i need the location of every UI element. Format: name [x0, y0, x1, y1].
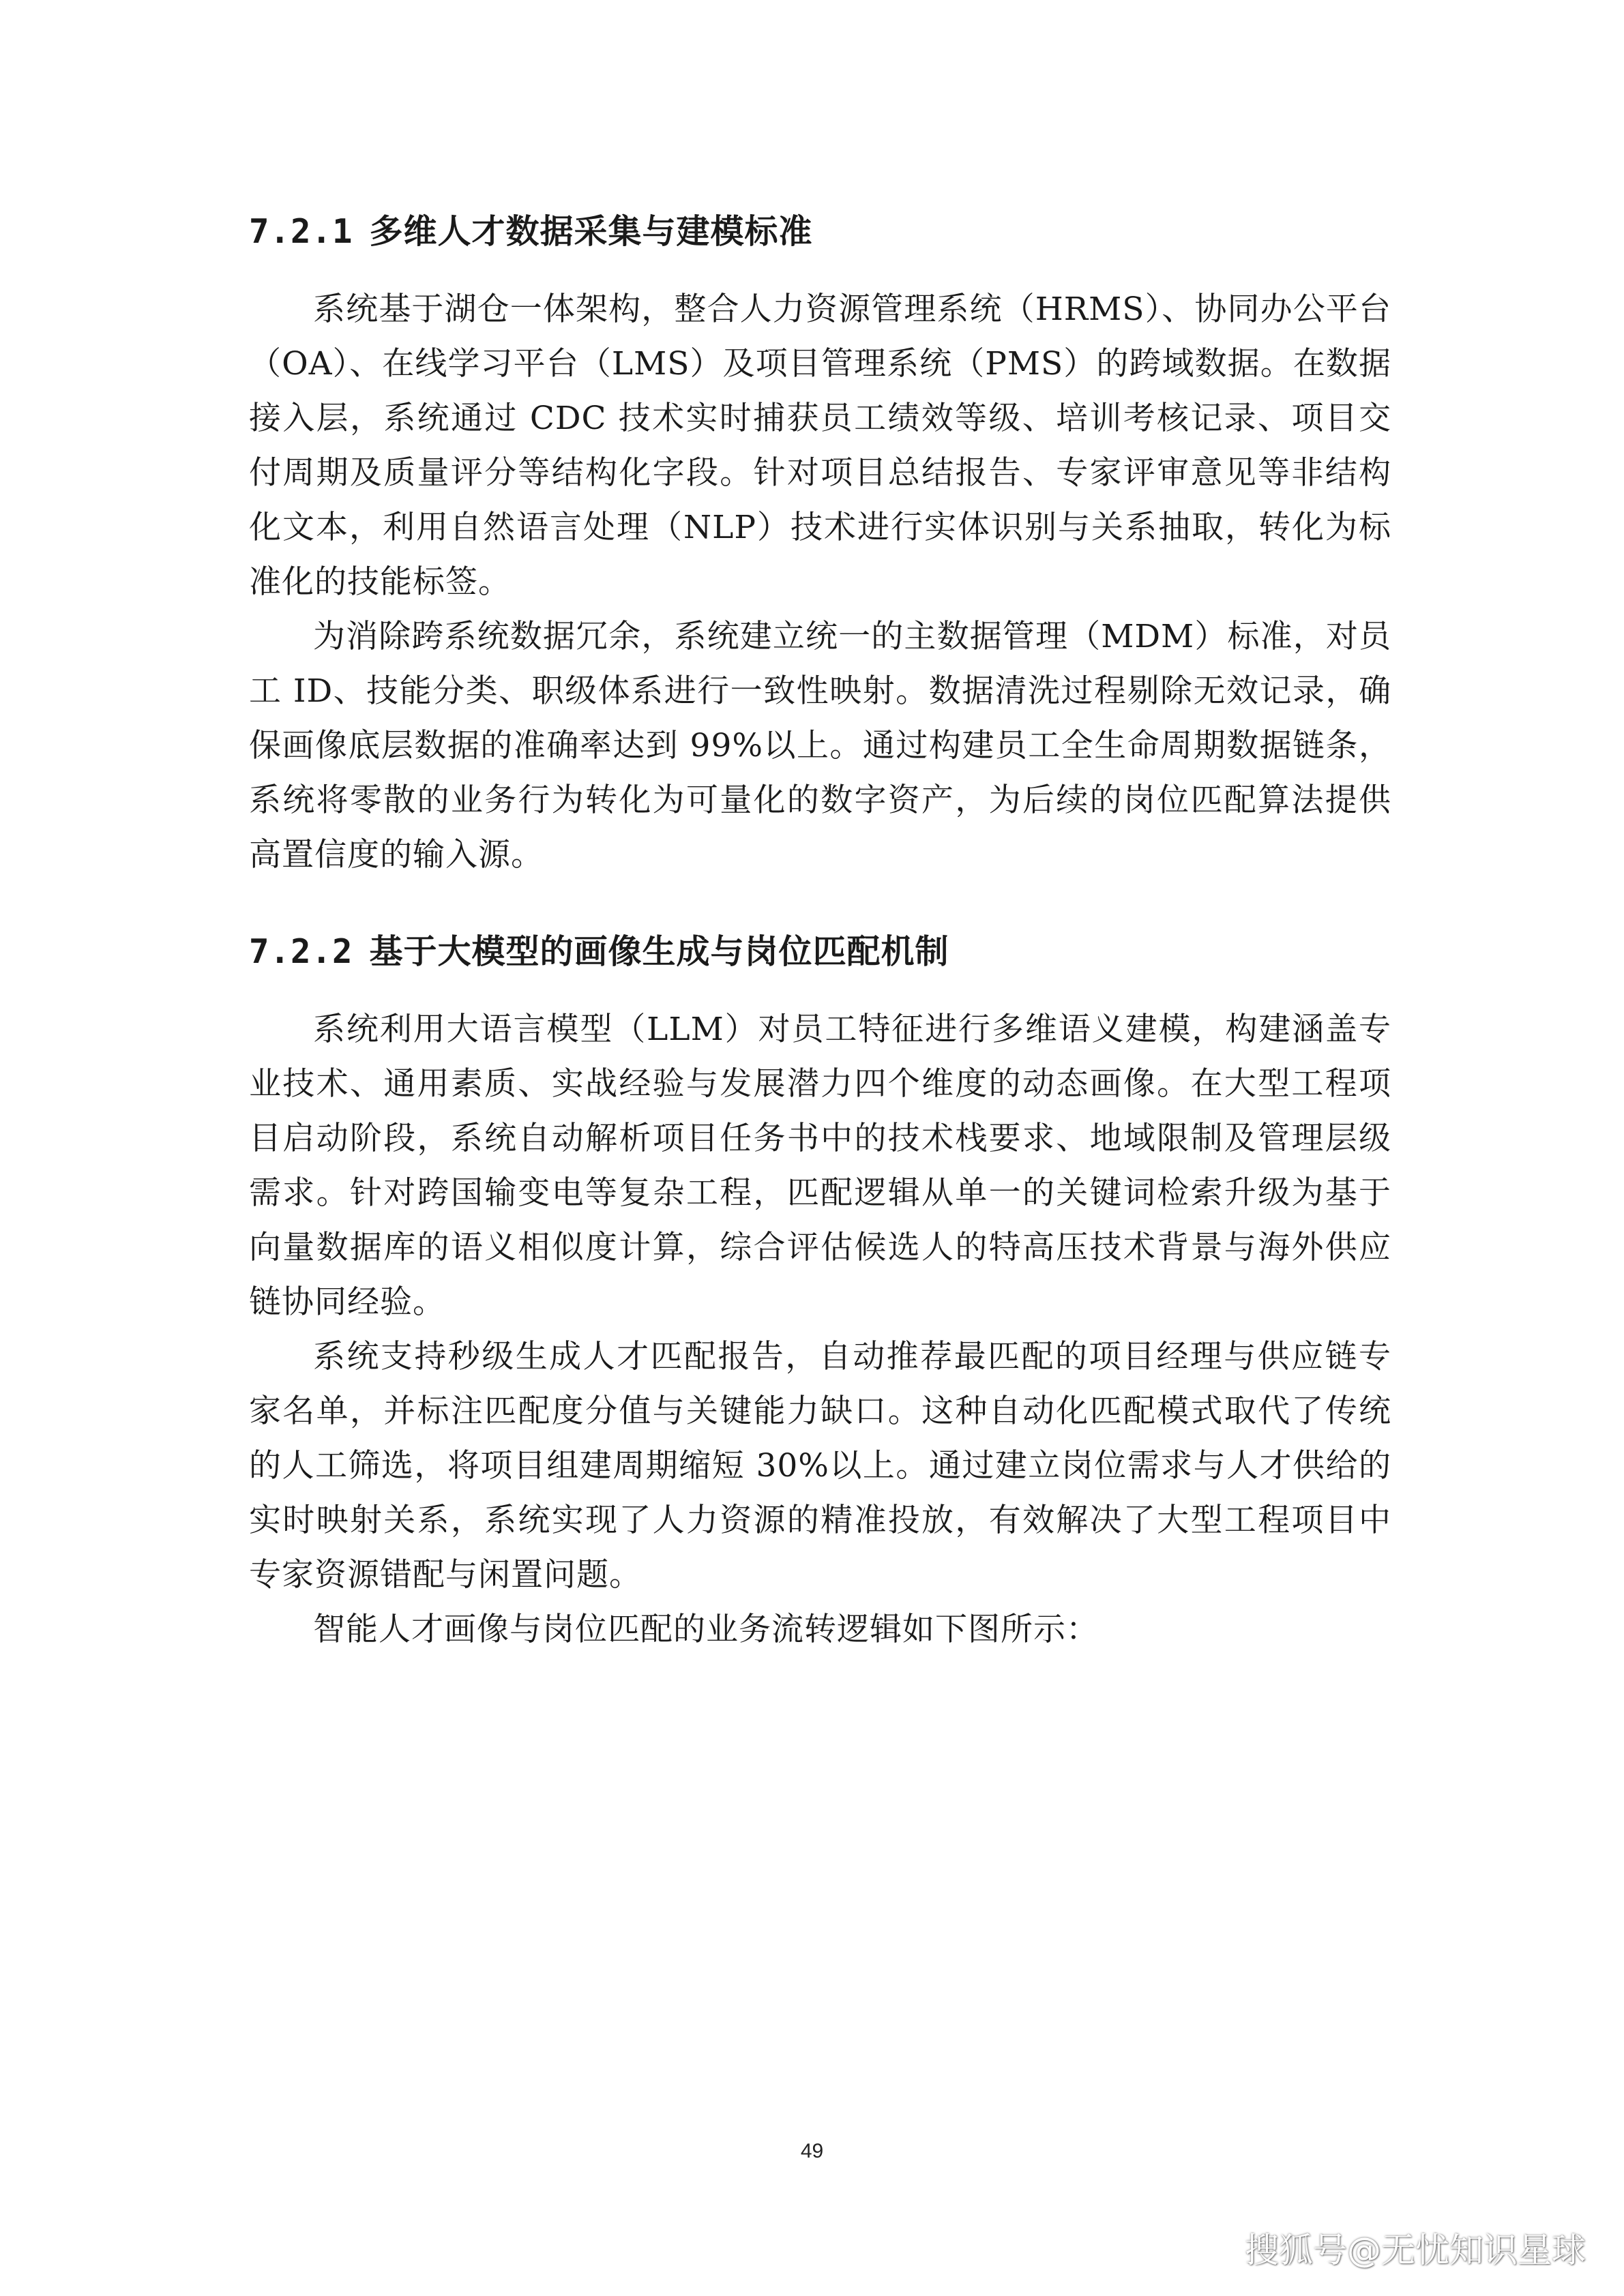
paragraph: 系统基于湖仓一体架构，整合人力资源管理系统（HRMS）、协同办公平台（OA）、在线学习平台（LMS）及项目管理系统（PMS）的跨域数据。在数据接入层，系统通过 CDC 技术实时捕获员工绩效等级、培训考核记录、项目交付周期及质量评分等结构化字段。针对项目总结报告、专家评审意见等非结构化文本，利用自然语言处理（NLP）技术进行实体识别与关系抽取，转化为标准化的技能标签。	[249, 290, 1391, 601]
paragraph: 系统支持秒级生成人才匹配报告，自动推荐最匹配的项目经理与供应链专家名单，并标注匹配度分值与关键能力缺口。这种自动化匹配模式取代了传统的人工筛选，将项目组建周期缩短 30%以上。通过建立岗位需求与人才供给的实时映射关系，系统实现了人力资源的精准投放，有效解决了大型工程项目中专家资源错配与闲置问题。	[249, 1338, 1391, 1594]
paragraph: 为消除跨系统数据冗余，系统建立统一的主数据管理（MDM）标准，对员工 ID、技能分类、职级体系进行一致性映射。数据清洗过程剔除无效记录，确保画像底层数据的准确率达到 99%以上。通过构建员工全生命周期数据链条，系统将零散的业务行为转化为可量化的数字资产，为后续的岗位匹配算法提供高置信度的输入源。	[249, 618, 1391, 874]
section-heading-7-2-2	[249, 925, 1391, 979]
section-title: 多维人才数据采集与建模标准	[369, 212, 813, 251]
section-title: 基于大模型的画像生成与岗位匹配机制	[369, 932, 949, 971]
section-number: 7.2.2	[249, 932, 353, 971]
watermark: 搜狐号@无忧知识星球	[1245, 2231, 1586, 2270]
spacer	[249, 882, 1391, 925]
section-heading-7-2-1	[249, 205, 1391, 259]
page-number: 49	[800, 2140, 824, 2162]
paragraph: 智能人才画像与岗位匹配的业务流转逻辑如下图所示：	[313, 1611, 1099, 1648]
paragraph: 系统利用大语言模型（LLM）对员工特征进行多维语义建模，构建涵盖专业技术、通用素质、实战经验与发展潜力四个维度的动态画像。在大型工程项目启动阶段，系统自动解析项目任务书中的技术栈要求、地域限制及管理层级需求。针对跨国输变电等复杂工程，匹配逻辑从单一的关键词检索升级为基于向量数据库的语义相似度计算，综合评估候选人的特高压技术背景与海外供应链协同经验。	[249, 1011, 1391, 1321]
spacer	[249, 259, 1391, 282]
page-content	[249, 205, 1391, 1657]
section-number: 7.2.1	[249, 212, 353, 251]
spacer	[249, 979, 1391, 1002]
